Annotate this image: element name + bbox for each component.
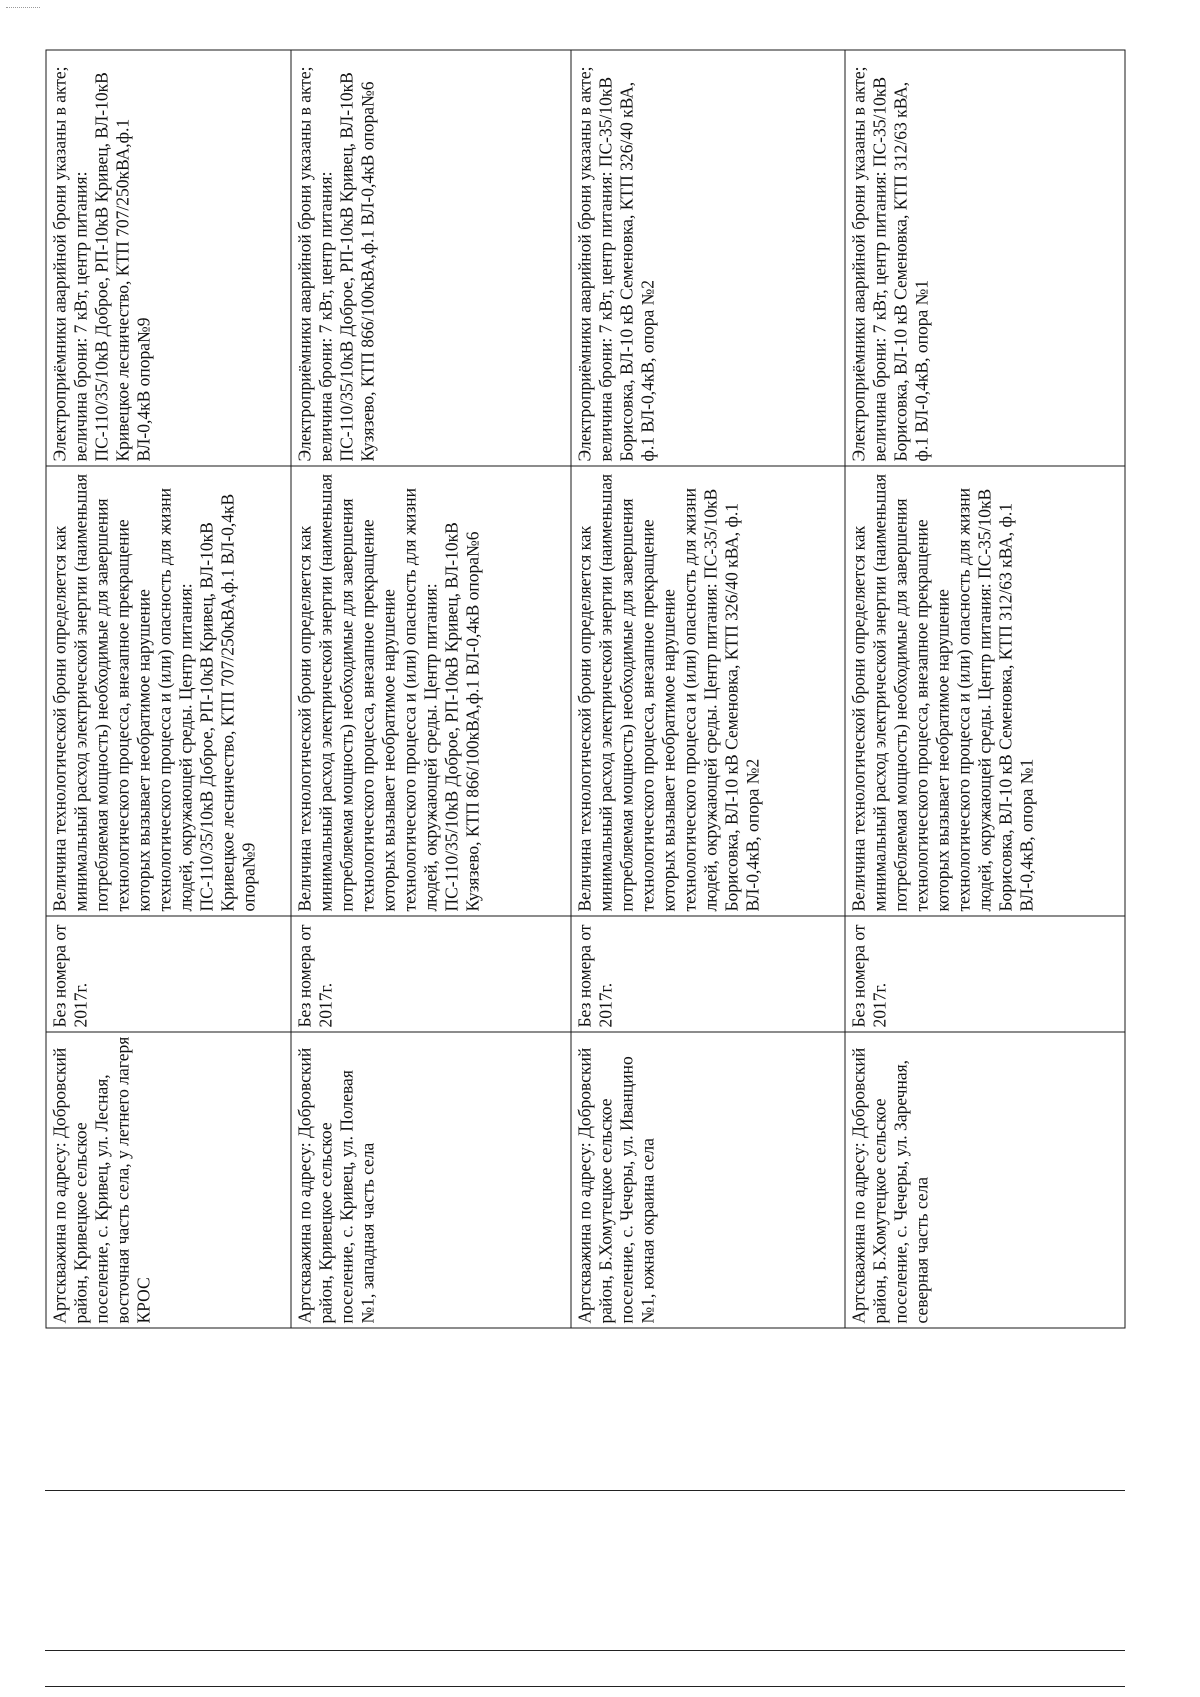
- reserve-table: [46, 50, 1126, 1329]
- emergency-reserve-cell: Электроприёмники аварийной брони указаны в акте; величина брони: 7 кВт, центр питания: ПС-110/35/10кВ Доброе, РП-10кВ Кривец, ВЛ-10кВ Кузязево, КТП 866/100кВА,ф.1 ВЛ-0,4кВ опора№6: [291, 50, 571, 466]
- table-row: [291, 50, 571, 1328]
- act-cell: Без номера от 2017г.: [845, 916, 1125, 1032]
- address-cell: Артскважина по адресу: Добровский район, Кривецкое сельское поселение, с. Кривец, ул. Полевая №1, западная часть села: [291, 1032, 571, 1328]
- act-cell: Без номера от 2017г.: [291, 916, 571, 1032]
- scan-speck: [6, 7, 40, 8]
- address-cell: Артскважина по адресу: Добровский район, Б.Хомутецкое сельское поселение, с. Чечеры, ул. Заречная, северная часть села: [845, 1032, 1125, 1328]
- address-cell: Артскважина по адресу: Добровский район, Кривецкое сельское поселение, с. Кривец, ул. Лесная, восточная часть села, у летнего лагеря КРОС: [46, 1032, 291, 1328]
- emergency-reserve-cell: Электроприёмники аварийной брони указаны в акте; величина брони: 7 кВт, центр питания: ПС-35/10кВ Борисовка, ВЛ-10 кВ Семеновка, КТП 326/40 кВА, ф.1 ВЛ-0,4кВ, опора №2: [571, 50, 845, 466]
- tech-reserve-cell: Величина технологической брони определяется как минимальный расход электрической энергии (наименьшая потребляемая мощность) необходимые для завершения технологического процесса, внезапное прекращение которых вызывает необратимое нарушение технологического процесса и (или) опасность для жизни людей, окружающей среды. Центр питания: ПС-35/10кВ Борисовка, ВЛ-10 кВ Семеновка, КТП 326/40 кВА, ф.1 ВЛ-0,4кВ, опора №2: [571, 466, 845, 916]
- horizontal-rule: [45, 1490, 1125, 1491]
- table-row: [46, 50, 291, 1328]
- table-row: [845, 50, 1125, 1328]
- tech-reserve-cell: Величина технологической брони определяется как минимальный расход электрической энергии (наименьшая потребляемая мощность) необходимые для завершения технологического процесса, внезапное прекращение которых вызывает необратимое нарушение технологического процесса и (или) опасность для жизни людей, окружающей среды. Центр питания: ПС-35/10кВ Борисовка, ВЛ-10 кВ Семеновка, КТП 312/63 кВА, ф.1 ВЛ-0,4кВ, опора №1: [845, 466, 1125, 916]
- emergency-reserve-cell: Электроприёмники аварийной брони указаны в акте; величина брони: 7 кВт, центр питания: ПС-110/35/10кВ Доброе, РП-10кВ Кривец, ВЛ-10кВ Кривецкое лесничество, КТП 707/250кВА,ф.1 ВЛ-0,4кВ опора№9: [46, 50, 291, 466]
- address-cell: Артскважина по адресу: Добровский район, Б.Хомутецкое сельское поселение, с. Чечеры, ул. Иванцино №1, южная окраина села: [571, 1032, 845, 1328]
- emergency-reserve-cell: Электроприёмники аварийной брони указаны в акте; величина брони: 7 кВт, центр питания: ПС-35/10кВ Борисовка, ВЛ-10 кВ Семеновка, КТП 312/63 кВА, ф.1 ВЛ-0,4кВ, опора №1: [845, 50, 1125, 466]
- horizontal-rule: [45, 1650, 1125, 1651]
- act-cell: Без номера от 2017г.: [571, 916, 845, 1032]
- table-row: [571, 50, 845, 1328]
- tech-reserve-cell: Величина технологической брони определяется как минимальный расход электрической энергии (наименьшая потребляемая мощность) необходимые для завершения технологического процесса, внезапное прекращение которых вызывает необратимое нарушение технологического процесса и (или) опасность для жизни людей, окружающей среды. Центр питания: ПС-110/35/10кВ Доброе, РП-10кВ Кривец, ВЛ-10кВ Кривецкое лесничество, КТП 707/250кВА,ф.1 ВЛ-0,4кВ опора№9: [46, 466, 291, 916]
- tech-reserve-cell: Величина технологической брони определяется как минимальный расход электрической энергии (наименьшая потребляемая мощность) необходимые для завершения технологического процесса, внезапное прекращение которых вызывает необратимое нарушение технологического процесса и (или) опасность для жизни людей, окружающей среды. Центр питания: ПС-110/35/10кВ Доброе, РП-10кВ Кривец, ВЛ-10кВ Кузязево, КТП 866/100кВА,ф.1 ВЛ-0,4кВ опора№6: [291, 466, 571, 916]
- act-cell: Без номера от 2017г.: [46, 916, 291, 1032]
- horizontal-rule: [45, 1686, 1125, 1687]
